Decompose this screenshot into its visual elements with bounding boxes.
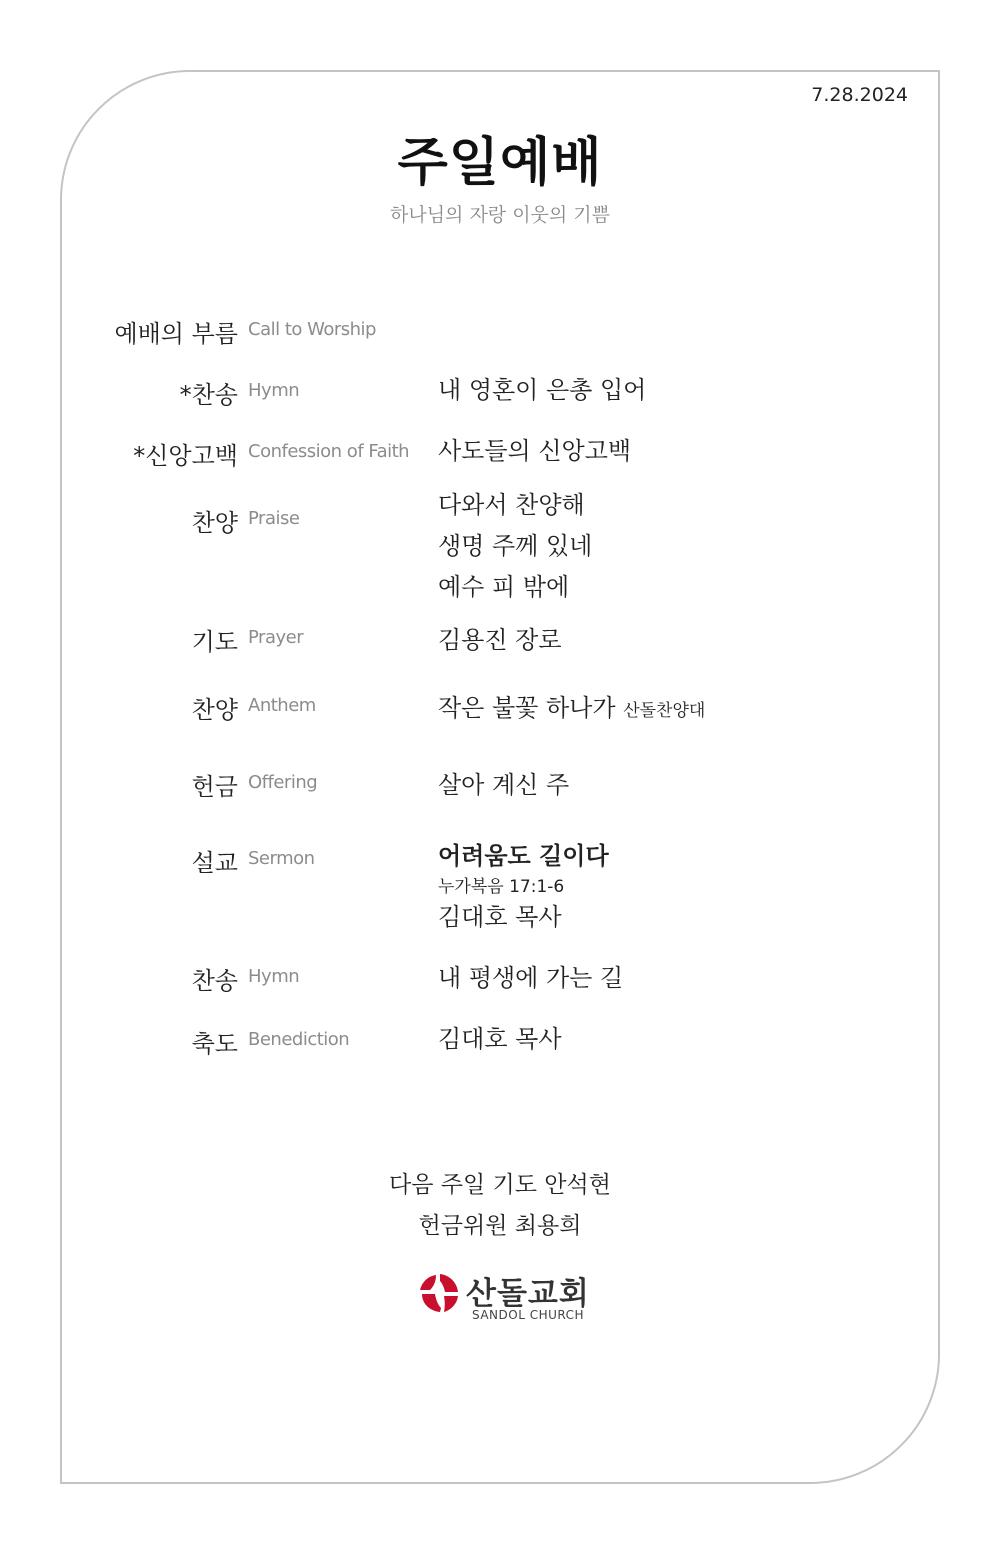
offering-song: 살아 계신 주 [438,771,570,799]
order-item-sermon [0,842,1000,931]
benediction-pastor: 김대호 목사 [438,1025,562,1053]
page-title: 주일예배 [397,133,603,193]
sermon-title: 어려움도 길이다 [438,842,609,870]
praise-song: 예수 피 밖에 [438,573,570,601]
order-item-content [438,841,609,933]
church-logo-subtitle: SANDOL CHURCH [472,1308,585,1322]
order-item-content [438,625,562,666]
order-item-content [438,963,623,1004]
order-item-benediction [0,1024,1000,1064]
order-item-ko: 찬양 [191,509,238,537]
order-item-hymn-1 [0,375,1000,415]
order-item-ko: 예배의 부름 [114,320,238,348]
order-item-content [438,436,631,477]
order-item-content [438,693,705,734]
church-logo-icon [418,1272,460,1314]
order-item-ko: 축도 [191,1030,238,1058]
page-subtitle: 하나님의 자랑 이웃의 기쁨 [389,204,610,226]
order-item-ko: 설교 [191,849,238,877]
order-item-prayer [0,622,1000,662]
next-week-prayer: 다음 주일 기도 안석현 [389,1172,611,1198]
order-item-en: Benediction [248,1029,350,1050]
prayer-leader: 김용진 장로 [438,626,562,654]
hymn-title: 내 평생에 가는 길 [438,964,624,992]
order-item-offering [0,767,1000,807]
order-item-en: Sermon [248,848,315,869]
order-item-ko: 찬양 [191,696,238,724]
hymn-title: 내 영혼이 은총 입어 [438,376,647,404]
order-item-ko: *찬송 [179,381,238,409]
church-logo-name: 산돌교회 [466,1276,590,1312]
order-item-praise [0,491,1000,601]
order-item-en: Prayer [248,627,304,648]
order-item-call-to-worship [0,314,1000,354]
order-item-en: Hymn [248,380,300,401]
order-item-en: Praise [248,508,300,529]
order-item-en: Call to Worship [248,319,376,340]
order-item-en: Offering [248,772,318,793]
order-item-ko: 기도 [191,628,238,656]
sermon-preacher: 김대호 목사 [438,903,562,931]
anthem-choir: 산돌찬양대 [623,701,706,721]
order-item-content [438,770,569,811]
order-item-ko: *신앙고백 [133,442,238,470]
order-item-en: Hymn [248,966,300,987]
praise-song: 생명 주께 있네 [438,532,593,560]
anthem-title: 작은 불꽃 하나가 [438,694,616,722]
order-item-confession [0,436,1000,476]
order-item-content [438,1024,562,1065]
order-item-ko: 찬송 [191,967,238,995]
order-item-content [438,490,592,613]
order-item-en: Anthem [248,695,316,716]
church-logo [418,1268,588,1328]
order-item-en: Confession of Faith [248,441,410,462]
order-item-hymn-2 [0,961,1000,1001]
praise-song: 다와서 찬양해 [438,491,585,519]
order-item-anthem [0,690,1000,730]
offering-committee: 헌금위원 최용희 [418,1213,582,1239]
service-date: 7.28.2024 [811,84,908,106]
order-item-ko: 헌금 [191,773,238,801]
confession-title: 사도들의 신앙고백 [438,437,632,465]
order-item-content [438,375,646,416]
sermon-scripture: 누가복음 17:1-6 [438,877,565,897]
